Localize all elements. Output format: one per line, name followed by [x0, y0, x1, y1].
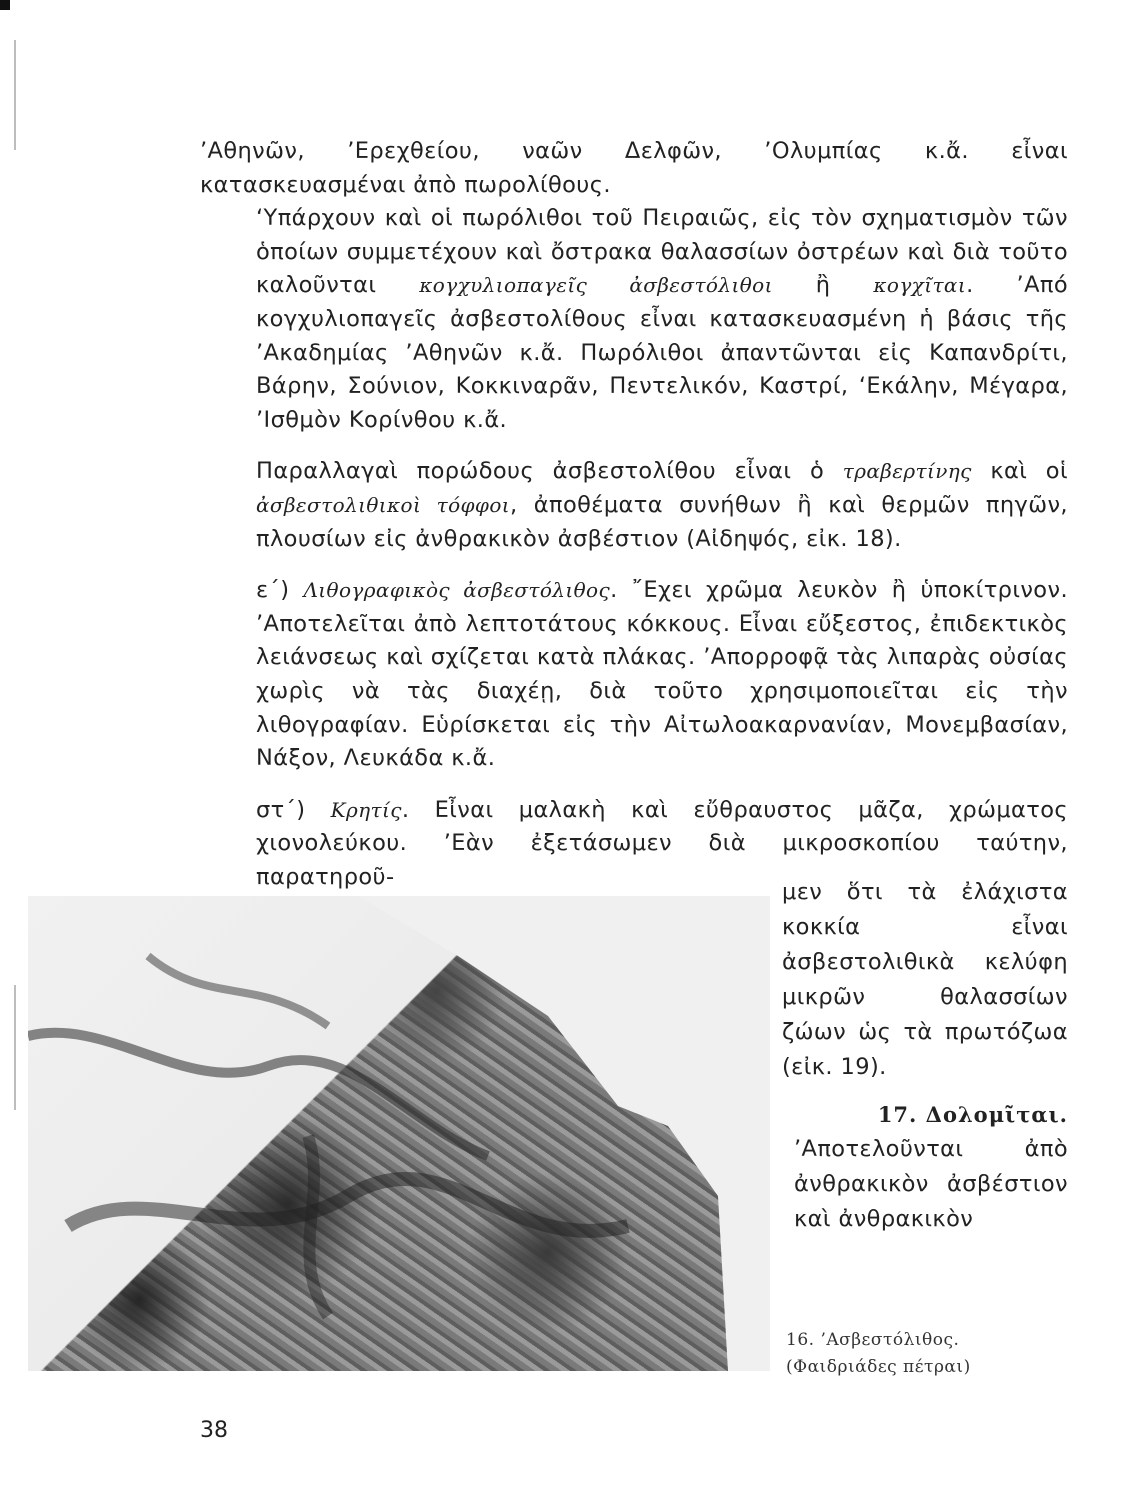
paragraph-4-text: . ῎Εχει χρῶμα λευκὸν ἢ ὑποκίτρινον. ’Αποτελεῖται ἀπὸ λεπτοτάτους κόκκους. Εἶναι εὔξεστος, ἐπιδεκτικὸς λειάνσεως καὶ σχίζεται κατὰ πλάκας. ’Απορροφᾷ τὰς λιπαρὰς οὐσίας χωρὶς νὰ τὰς διαχέῃ, διὰ τοῦτο χρησιμοποιεῖται εἰς τὴν λιθογραφίαν. Εὑρίσκεται εἰς τὴν Αἰτωλοακαρνανίαν, Μονεμβασίαν, Νάξον, Λευκάδα κ.ἄ. — [256, 577, 1068, 772]
gutter-line-top — [14, 40, 16, 150]
section-text-dolomites: ’Αποτελοῦνται ἀπὸ ἀνθρακικὸν ἀσβέστιον καὶ ἀνθρακικὸν — [794, 1136, 1068, 1232]
page-number: 38 — [200, 1418, 228, 1443]
term-kogchyliopageis: κογχυλιοπαγεῖς ἀσβεστόλιθοι — [419, 273, 773, 298]
paragraph-4-label: ε΄) — [256, 577, 304, 604]
paragraph-3-text-b: καὶ οἱ — [971, 458, 1068, 485]
term-travertinis: τραβερτίνης — [842, 459, 972, 484]
paragraph-5-text: . Εἶναι μαλακὴ καὶ εὔθραυστος μᾶζα, χρώματος χιονολεύκου. ’Εὰν ἐξετάσωμεν διὰ μικροσκοπίου ταύτην, παρατηροῦ- — [256, 796, 1068, 890]
scan-corner-mark — [0, 0, 10, 10]
main-text-block — [200, 135, 1068, 894]
term-kritis: Κρητίς — [330, 797, 402, 822]
paragraph-5-label: στ΄) — [256, 796, 331, 823]
figure-caption — [786, 1327, 1016, 1381]
paragraph-1 — [200, 135, 1068, 202]
term-lithographic-limestone: Λιθογραφικὸς ἀσβεστόλιθος — [303, 578, 611, 603]
caption-line-1: 16. ’Ασβεστόλιθος. — [786, 1330, 960, 1350]
paragraph-3 — [200, 455, 1068, 556]
rock-face-overlay — [28, 896, 770, 1371]
term-kogchitai: κογχῖται — [873, 273, 967, 298]
side-column — [782, 875, 1068, 1237]
paragraph-2-text-b: ἢ — [772, 272, 874, 299]
paragraph-1-text: ’Αθηνῶν, ’Ερεχθείου, ναῶν Δελφῶν, ’Ολυμπίας κ.ἄ. εἶναι κατασκευασμέναι ἀπὸ πωρολίθους. — [200, 138, 1068, 198]
term-tofoi: ἀσβεστολιθικοὶ τόφφοι — [256, 492, 511, 517]
figure-16-photo — [28, 896, 770, 1371]
caption-line-2: (Φαιδριάδες πέτραι) — [786, 1357, 971, 1377]
paragraph-2-text-a: ‘Υπάρχουν καὶ οἱ πωρόλιθοι τοῦ Πειραιῶς, εἰς τὸν σχηματισμὸν τῶν ὁποίων συμμετέχουν καὶ ὄστρακα θαλασσίων ὀστρέων καὶ διὰ τοῦτο καλοῦνται — [256, 205, 1068, 299]
paragraph-4 — [200, 574, 1068, 776]
side-continuation: μεν ὅτι τὰ ἐλάχιστα κοκκία εἶναι ἀσβεστολιθικὰ κελύφη μικρῶν θαλασσίων ζώων ὡς τὰ πρωτόζωα (εἰκ. 19). — [782, 879, 1068, 1080]
paragraph-3-text-c: , ἀποθέματα συνήθων ἢ καὶ θερμῶν πηγῶν, πλουσίων εἰς ἀνθρακικὸν ἀσβέστιον (Αἰδηψός, εἰκ. 18). — [256, 491, 1068, 552]
section-heading-dolomites: 17. Δολομῖται. — [877, 1102, 1068, 1127]
paragraph-3-text-a: Παραλλαγαὶ πορώδους ἀσβεστολίθου εἶναι ὁ — [256, 458, 843, 485]
paragraph-2 — [200, 202, 1068, 437]
gutter-line-bottom — [14, 985, 16, 1110]
paragraph-2-text-c: . ’Από κογχυλιοπαγεῖς ἀσβεστολίθους εἶναι κατασκευασμένη ἡ βάσις τῆς ’Ακαδημίας ’Αθηνῶν κ.ἄ. Πωρόλιθοι ἀπαντῶνται εἰς Καπανδρίτι, Βάρην, Σούνιον, Κοκκιναρᾶν, Πεντελικόν, Καστρί, ‘Εκάλην, Μέγαρα, ’Ισθμὸν Κορίνθου κ.ἄ. — [256, 272, 1069, 433]
